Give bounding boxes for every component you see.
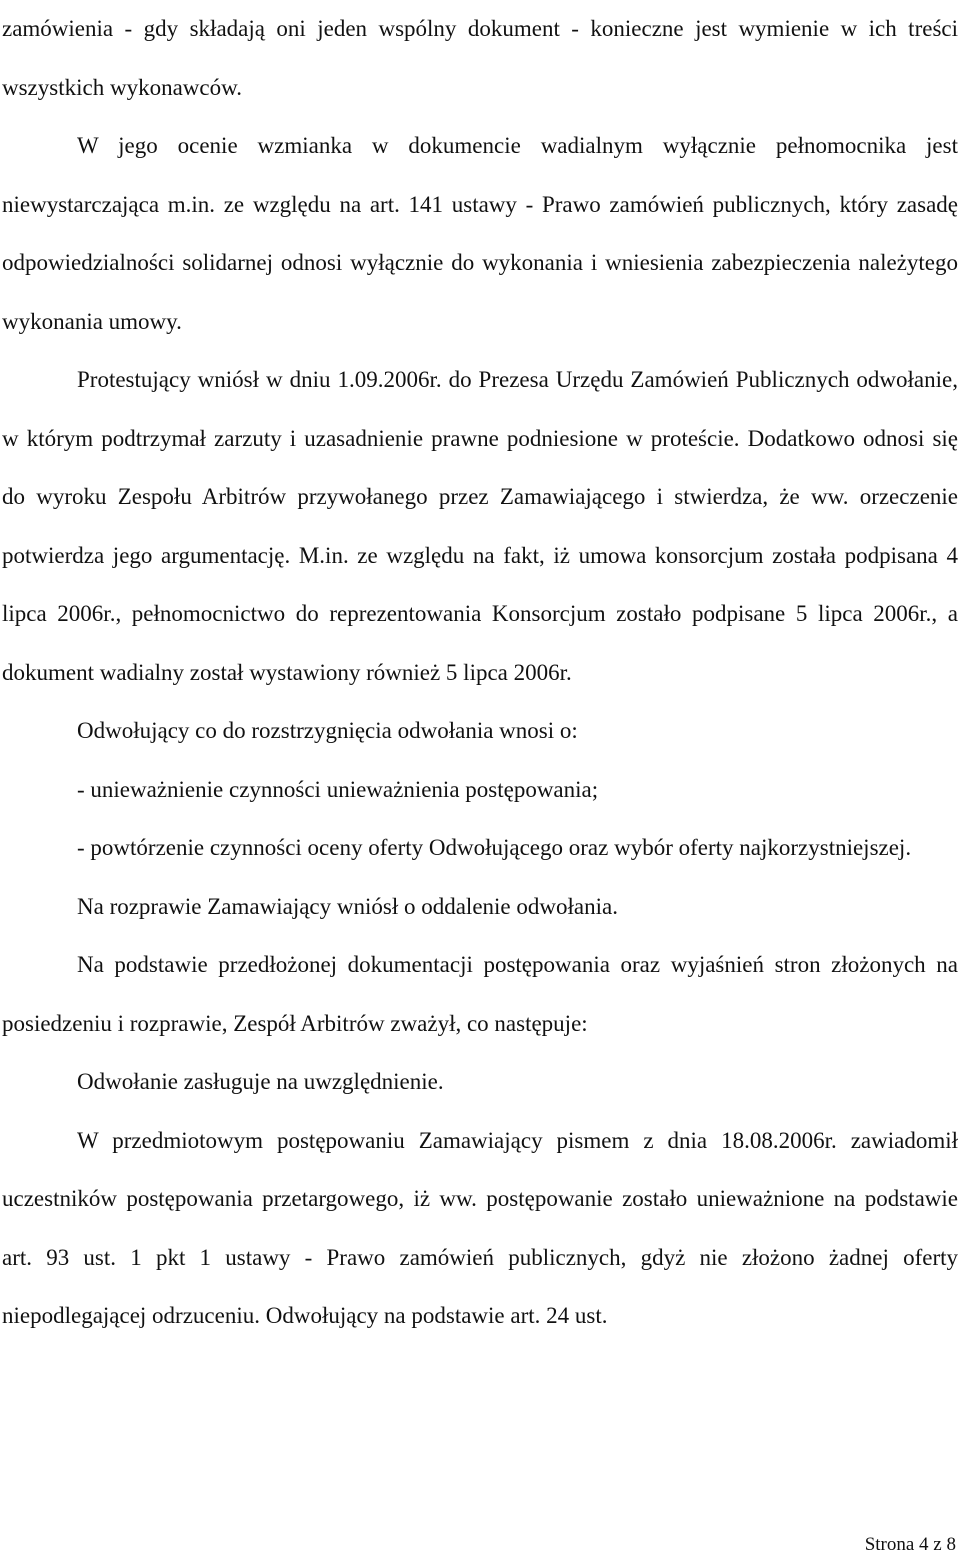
paragraph-requests-intro: Odwołujący co do rozstrzygnięcia odwołania wnosi o: — [77, 718, 578, 743]
paragraph-considerations: Na podstawie przedłożonej dokumentacji postępowania oraz wyjaśnień stron złożonych na posiedzeniu i rozprawie, Zespół Arbitrów zważył, co następuje: — [2, 952, 958, 1036]
paragraph-verdict: Odwołanie zasługuje na uwzględnienie. — [77, 1069, 444, 1094]
paragraph-appeal-filed: Protestujący wniósł w dniu 1.09.2006r. do Prezesa Urzędu Zamówień Publicznych odwołanie, w którym podtrzymał zarzuty i uzasadnienie prawne podniesione w proteście. Dodatkowo odnosi się do wyroku Zespołu Arbitrów przywołanego przez Zamawiającego i stwierdza, że ww. orzeczenie potwierdza jego argumentację. M.in. ze względu na fakt, iż umowa konsorcjum została podpisana 4 lipca 2006r., pełnomocnictwo do reprezentowania Konsorcjum zostało podpisane 5 lipca 2006r., a dokument wadialny został wystawiony również 5 lipca 2006r. — [2, 367, 958, 685]
request-item-annulment: - unieważnienie czynności unieważnienia postępowania; — [77, 776, 599, 802]
paragraph-proceedings: W przedmiotowym postępowaniu Zamawiający pismem z dnia 18.08.2006r. zawiadomił uczestników postępowania przetargowego, iż ww. postępowanie zostało unieważnione na podstawie art. 93 ust. 1 pkt 1 ustawy - Prawo zamówień publicznych, gdyż nie złożono żadnej oferty niepodlegającej odrzuceniu. Odwołujący na podstawie art. 24 ust. — [2, 1127, 958, 1328]
paragraph-continuation: zamówienia - gdy składają oni jeden wspólny dokument - konieczne jest wymienie w ich treści wszystkich wykonawców. — [2, 16, 958, 100]
paragraph-hearing: Na rozprawie Zamawiający wniósł o oddalenie odwołania. — [77, 893, 618, 919]
request-item-reevaluation: - powtórzenie czynności oceny oferty Odwołującego oraz wybór oferty najkorzystniejszej. — [77, 835, 912, 860]
paragraph-wadium-opinion: W jego ocenie wzmianka w dokumencie wadialnym wyłącznie pełnomocnika jest niewystarczająca m.in. ze względu na art. 141 ustawy - Prawo zamówień publicznych, który zasadę odpowiedzialności solidarnej odnosi wyłącznie do wykonania i wniesienia zabezpieczenia należytego wykonania umowy. — [2, 133, 958, 334]
page-number: Strona 4 z 8 — [864, 1534, 956, 1555]
document-body — [2, 0, 958, 1346]
